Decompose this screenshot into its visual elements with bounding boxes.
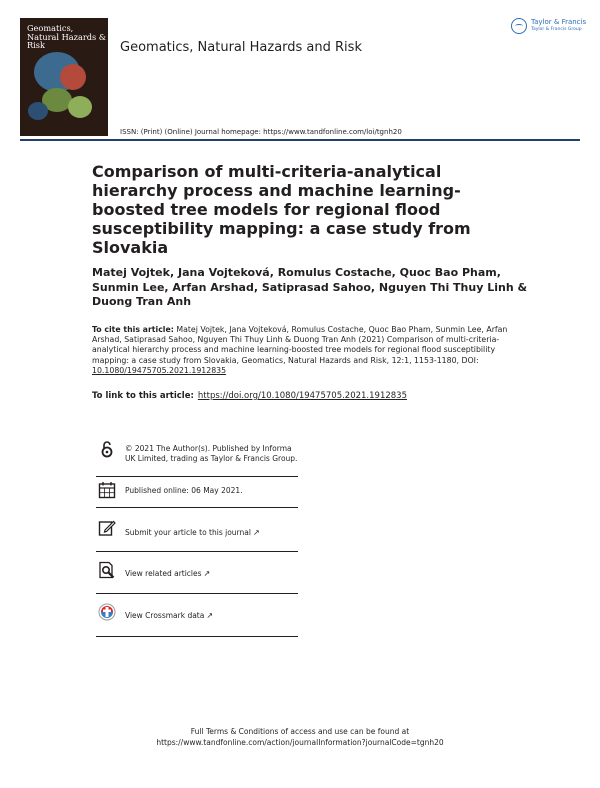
crossmark-icon bbox=[98, 603, 116, 621]
related-articles-link[interactable]: View related articles ↗ bbox=[125, 569, 211, 578]
cover-blob-blue bbox=[28, 102, 48, 120]
citation-doi-link[interactable]: 10.1080/19475705.2021.1912835 bbox=[92, 365, 227, 375]
link-line bbox=[92, 391, 512, 401]
header-divider bbox=[20, 139, 580, 141]
calendar-icon bbox=[98, 481, 116, 499]
license-row bbox=[96, 438, 298, 463]
related-divider bbox=[96, 593, 298, 594]
related-row[interactable] bbox=[96, 558, 298, 594]
related-articles-icon bbox=[98, 561, 116, 579]
published-divider bbox=[96, 507, 298, 508]
license-divider bbox=[96, 476, 298, 477]
license-text: © 2021 The Author(s). Published by Informa UK Limited, trading as Taylor & Francis Group. bbox=[125, 444, 298, 463]
submit-divider bbox=[96, 551, 298, 552]
cover-blob-lightgreen bbox=[68, 96, 92, 118]
journal-homepage-link[interactable]: https://www.tandfonline.com/loi/tgnh20 bbox=[263, 128, 402, 136]
citation-text: Matej Vojtek, Jana Vojteková, Romulus Costache, Quoc Bao Pham, Sunmin Lee, Arfan Arshad, Satiprasad Sahoo, Nguyen Thi Thuy Linh & Duong Tran Anh (2021) Comparison of multi-criteria-analytical hierarchy process and machine learning-boosted tree models for regional flood susceptibility mapping: a case study from Slovakia, Geomatics, Natural Hazards and Risk, 12:1, 1153-1180, DOI: bbox=[92, 325, 508, 365]
open-access-icon bbox=[98, 440, 116, 458]
external-link-icon: ↗ bbox=[203, 569, 211, 578]
publisher-logo-group: Taylor & Francis Group bbox=[531, 27, 582, 32]
cover-title: Geomatics, Natural Hazards & Risk bbox=[27, 23, 107, 51]
issn-text: ISSN: (Print) (Online) Journal homepage: bbox=[120, 128, 264, 136]
citation-block bbox=[92, 325, 512, 376]
journal-name: Geomatics, Natural Hazards and Risk bbox=[120, 40, 362, 55]
footer-terms-text: Full Terms & Conditions of access and use can be found at bbox=[190, 727, 410, 736]
cover-blob-red bbox=[60, 64, 86, 90]
external-link-icon: ↗ bbox=[206, 611, 214, 620]
article-title: Comparison of multi-criteria-analytical hierarchy process and machine learning-boosted tree models for regional flood susceptibility mapping: a case study from Slovakia bbox=[92, 162, 471, 257]
citation-label: To cite this article: bbox=[92, 325, 174, 334]
footer bbox=[0, 726, 600, 748]
submit-link[interactable]: Submit your article to this journal ↗ bbox=[125, 528, 260, 537]
crossmark-divider bbox=[96, 636, 298, 637]
publisher-logo-name: Taylor & Francis bbox=[531, 18, 587, 26]
submit-row[interactable] bbox=[96, 516, 298, 552]
crossmark-link[interactable]: View Crossmark data ↗ bbox=[125, 611, 214, 620]
published-date: Published online: 06 May 2021. bbox=[125, 486, 243, 495]
external-link-icon: ↗ bbox=[252, 528, 260, 537]
published-row bbox=[96, 480, 298, 508]
article-authors: Matej Vojtek, Jana Vojteková, Romulus Costache, Quoc Bao Pham, Sunmin Lee, Arfan Arshad, Satiprasad Sahoo, Nguyen Thi Thuy Linh & Duong Tran Anh bbox=[92, 266, 528, 308]
edit-icon bbox=[98, 519, 116, 537]
article-doi-link[interactable]: https://doi.org/10.1080/19475705.2021.1912835 bbox=[197, 391, 407, 401]
crossmark-row[interactable] bbox=[96, 600, 298, 637]
publisher-logo-icon bbox=[511, 18, 527, 34]
link-label: To link to this article: bbox=[92, 391, 194, 401]
footer-terms-link[interactable]: https://www.tandfonline.com/action/journalInformation?journalCode=tgnh20 bbox=[156, 738, 444, 747]
journal-cover-image bbox=[20, 18, 108, 136]
issn-line bbox=[120, 128, 402, 136]
publisher-logo[interactable] bbox=[511, 16, 587, 38]
